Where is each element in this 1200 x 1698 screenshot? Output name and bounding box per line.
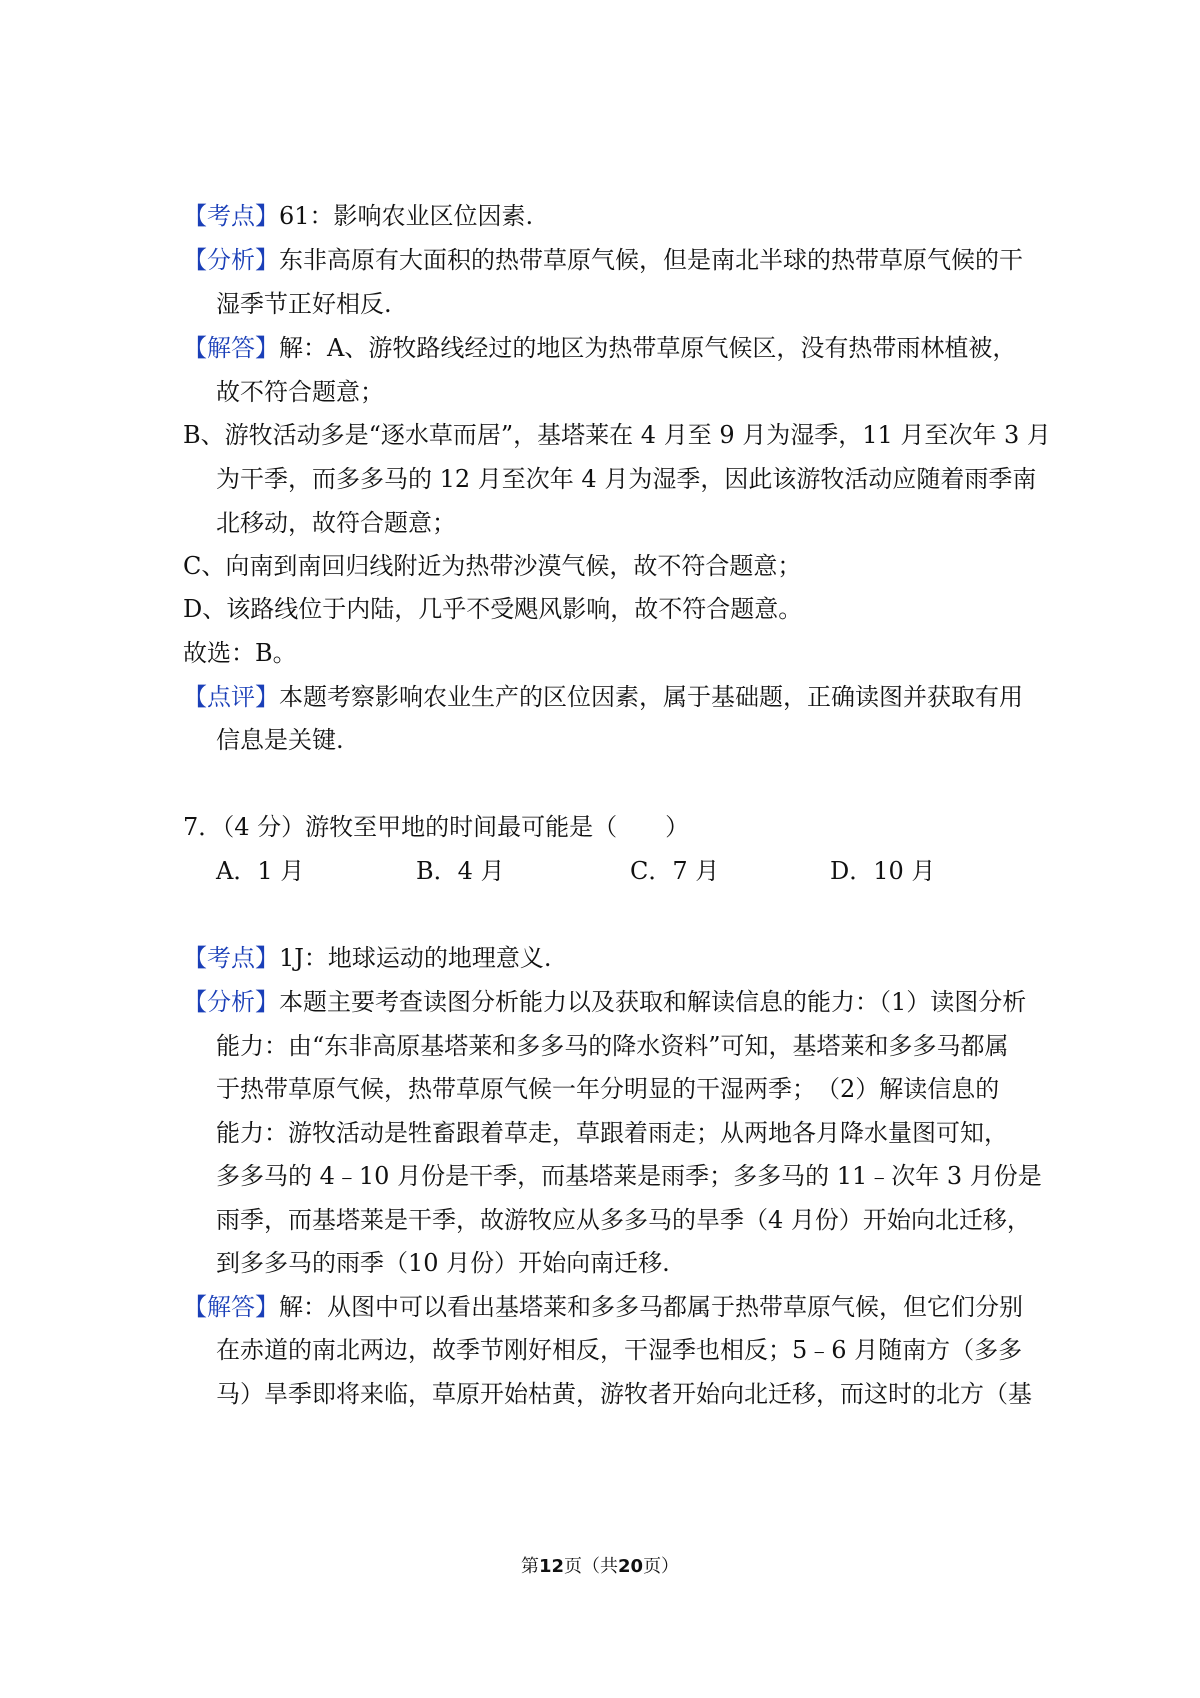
fenxi-tag: 【分析】 bbox=[183, 246, 279, 274]
jieda-continuation: 故不符合题意； bbox=[216, 378, 384, 406]
fenxi-line bbox=[183, 243, 1200, 277]
option-b-continuation: 为干季，而多多马的 12 月至次年 4 月为湿季，因此该游牧活动应随着雨季南 bbox=[216, 465, 1037, 493]
page-footer bbox=[0, 1552, 1200, 1578]
fenxi-line bbox=[183, 985, 1200, 1019]
choice-d: D．10 月 bbox=[830, 857, 936, 885]
kaodian-line bbox=[183, 199, 1200, 233]
choice-a: A．1 月 bbox=[216, 857, 305, 885]
jieda-tag: 【解答】 bbox=[183, 334, 279, 362]
fenxi-text: 本题主要考查读图分析能力以及获取和解读信息的能力：（1）读图分析 bbox=[279, 988, 1027, 1016]
jieda-text: 解：从图中可以看出基塔莱和多多马都属于热带草原气候，但它们分别 bbox=[279, 1293, 1023, 1321]
fenxi-continuation: 到多多马的雨季（10 月份）开始向南迁移. bbox=[216, 1249, 670, 1277]
fenxi-tag: 【分析】 bbox=[183, 988, 279, 1016]
question-stem: 7．（4 分）游牧至甲地的时间最可能是（ ） bbox=[183, 813, 690, 841]
jieda-text: 解：A、游牧路线经过的地区为热带草原气候区，没有热带雨林植被， bbox=[279, 334, 1017, 362]
fenxi-continuation: 于热带草原气候，热带草原气候一年分明显的干湿两季； （2）解读信息的 bbox=[216, 1075, 1000, 1103]
jieda-continuation: 在赤道的南北两边，故季节刚好相反，干湿季也相反；5﹣6 月随南方（多多 bbox=[216, 1336, 1023, 1364]
answer-line: 故选：B。 bbox=[183, 639, 297, 667]
fenxi-continuation: 雨季，而基塔莱是干季，故游牧应从多多马的旱季（4 月份）开始向北迁移， bbox=[216, 1206, 1031, 1234]
kaodian-line bbox=[183, 941, 1200, 975]
option-b-continuation: 北移动，故符合题意； bbox=[216, 509, 456, 537]
footer-suffix: 页） bbox=[643, 1556, 680, 1577]
fenxi-continuation: 多多马的 4﹣10 月份是干季，而基塔莱是雨季；多多马的 11﹣次年 3 月份是 bbox=[216, 1162, 1042, 1190]
kaodian-tag: 【考点】 bbox=[183, 202, 279, 230]
kaodian-text: 61：影响农业区位因素. bbox=[279, 202, 534, 230]
fenxi-continuation: 能力：游牧活动是牲畜跟着草走，草跟着雨走；从两地各月降水量图可知， bbox=[216, 1119, 1008, 1147]
footer-prefix: 第 bbox=[520, 1556, 539, 1577]
kaodian-tag: 【考点】 bbox=[183, 944, 279, 972]
dianping-text: 本题考察影响农业生产的区位因素，属于基础题，正确读图并获取有用 bbox=[279, 683, 1023, 711]
fenxi-continuation: 能力：由“东非高原基塔莱和多多马的降水资料”可知，基塔莱和多多马都属 bbox=[216, 1032, 1009, 1060]
jieda-tag: 【解答】 bbox=[183, 1293, 279, 1321]
jieda-line bbox=[183, 331, 1200, 365]
choice-b: B．4 月 bbox=[416, 857, 505, 885]
total-pages: 20 bbox=[618, 1556, 644, 1577]
jieda-line bbox=[183, 1290, 1200, 1324]
jieda-continuation: 马）旱季即将来临，草原开始枯黄，游牧者开始向北迁移，而这时的北方（基 bbox=[216, 1380, 1032, 1408]
dianping-tag: 【点评】 bbox=[183, 683, 279, 711]
fenxi-continuation: 湿季节正好相反. bbox=[216, 290, 392, 318]
choice-c: C．7 月 bbox=[630, 857, 720, 885]
dianping-continuation: 信息是关键. bbox=[216, 726, 344, 754]
page-number: 12 bbox=[538, 1556, 564, 1577]
option-d-line: D、该路线位于内陆，几乎不受飓风影响，故不符合题意。 bbox=[183, 595, 803, 623]
footer-middle: 页（共 bbox=[564, 1556, 618, 1577]
kaodian-text: 1J：地球运动的地理意义. bbox=[279, 944, 552, 972]
fenxi-text: 东非高原有大面积的热带草原气候，但是南北半球的热带草原气候的干 bbox=[279, 246, 1023, 274]
option-c-line: C、向南到南回归线附近为热带沙漠气候，故不符合题意； bbox=[183, 552, 802, 580]
dianping-line bbox=[183, 680, 1200, 714]
option-b-line: B、游牧活动多是“逐水草而居”，基塔莱在 4 月至 9 月为湿季，11 月至次年 3 月 bbox=[183, 421, 1051, 449]
